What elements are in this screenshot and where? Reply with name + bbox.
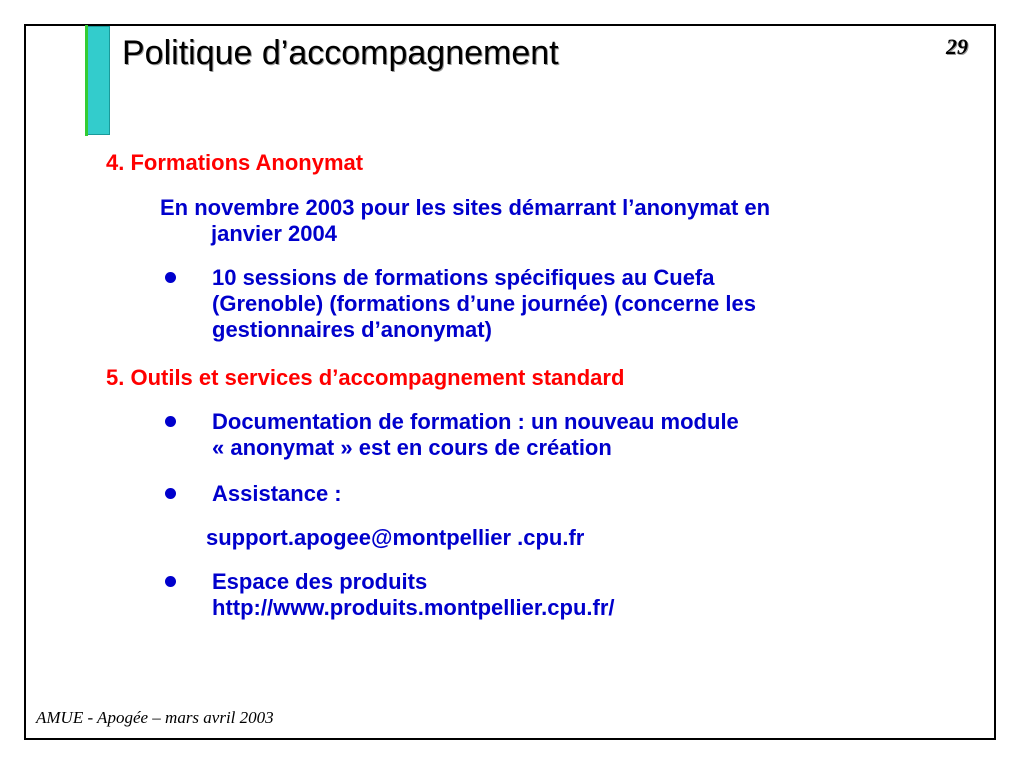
section-5-bullet-1-line2: « anonymat » est en cours de création (212, 435, 612, 460)
section-5-bullet-1-line1: Documentation de formation : un nouveau module (212, 409, 739, 434)
section-4-bullet-1-line2: (Grenoble) (formations d’une journée) (concerne les (212, 291, 756, 316)
bullet-dot-icon (165, 272, 176, 283)
page-number: 29 (946, 34, 968, 59)
section-4-heading: 4. Formations Anonymat (106, 150, 364, 175)
section-4-intro-line2: janvier 2004 (211, 221, 337, 246)
products-url-link[interactable]: http://www.produits.montpellier.cpu.fr/ (212, 595, 615, 620)
section-4-bullet-1-line3: gestionnaires d’anonymat) (212, 317, 492, 342)
section-4-intro-line1: En novembre 2003 pour les sites démarrant l’anonymat en (160, 195, 771, 220)
bullet-dot-icon (165, 576, 176, 587)
section-5-heading: 5. Outils et services d’accompagnement standard (106, 365, 625, 390)
bullet-dot-icon (165, 488, 176, 499)
section-4-intro (160, 195, 770, 247)
section-4-bullet-1 (212, 265, 756, 343)
section-5-bullet-2 (212, 481, 342, 507)
slide-title: Politique d’accompagnement (122, 34, 559, 72)
slide-footer: AMUE - Apogée – mars avril 2003 (36, 708, 274, 727)
section-4-bullet-1-line1: 10 sessions de formations spécifiques au Cuefa (212, 265, 715, 290)
section-5-bullet-3 (212, 569, 615, 621)
section-5-bullet-2-line1: Assistance : (212, 481, 342, 506)
support-email[interactable]: support.apogee@montpellier .cpu.fr (206, 525, 585, 550)
section-5-bullet-3-line1: Espace des produits (212, 569, 428, 594)
bullet-dot-icon (165, 416, 176, 427)
section-5-bullet-1 (212, 409, 739, 461)
